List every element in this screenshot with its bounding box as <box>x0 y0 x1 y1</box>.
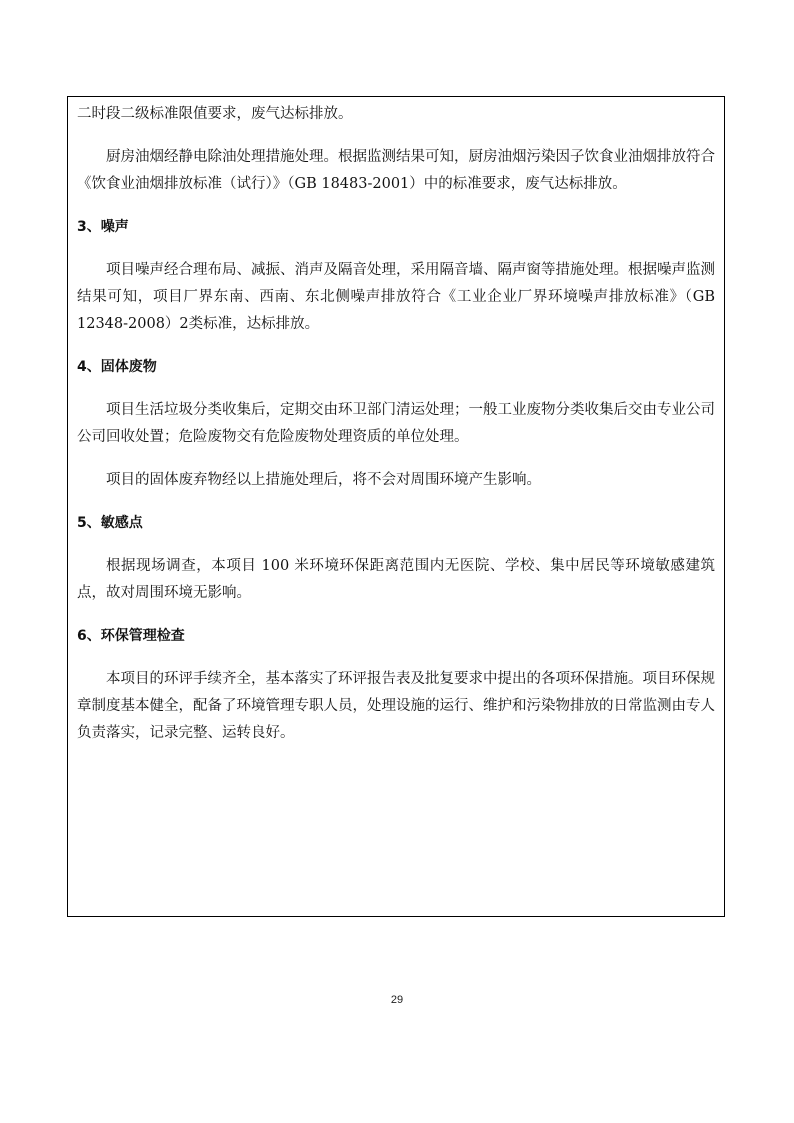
content-body <box>77 101 715 747</box>
paragraph-kitchen-fume: 厨房油烟经静电除油处理措施处理。根据监测结果可知，厨房油烟污染因子饮食业油烟排放符合《饮食业油烟排放标准（试行）》（GB 18483-2001）中的标准要求，废气达标排放。 <box>77 149 715 192</box>
page-number: 29 <box>390 994 404 1006</box>
paragraph-waste-gas-end: 二时段二级标准限值要求，废气达标排放。 <box>77 106 353 122</box>
paragraph-sensitive-points: 根据现场调查，本项目 100 米环境环保距离范围内无医院、学校、集中居民等环境敏感建筑点，故对周围环境无影响。 <box>77 558 715 601</box>
paragraph-solid-waste: 项目生活垃圾分类收集后，定期交由环卫部门清运处理；一般工业废物分类收集后交由专业公司公司回收处置；危险废物交有危险废物处理资质的单位处理。 <box>77 402 715 445</box>
paragraph-env-management: 本项目的环评手续齐全，基本落实了环评报告表及批复要求中提出的各项环保措施。项目环保规章制度基本健全，配备了环境管理专职人员，处理设施的运行、维护和污染物排放的日常监测由专人负责落实，记录完整、运转良好。 <box>77 671 715 741</box>
heading-solid-waste: 4、固体废物 <box>77 359 157 375</box>
heading-sensitive-points: 5、敏感点 <box>77 515 143 531</box>
content-box <box>67 96 725 917</box>
heading-env-management: 6、环保管理检查 <box>77 628 185 644</box>
heading-noise: 3、噪声 <box>77 219 129 235</box>
paragraph-solid-waste-impact: 项目的固体废弃物经以上措施处理后，将不会对周围环境产生影响。 <box>106 472 541 488</box>
paragraph-noise: 项目噪声经合理布局、减振、消声及隔音处理，采用隔音墙、隔声窗等措施处理。根据噪声监测结果可知，项目厂界东南、西南、东北侧噪声排放符合《工业企业厂界环境噪声排放标准》（GB 12348-2008）2类标准，达标排放。 <box>77 262 715 332</box>
